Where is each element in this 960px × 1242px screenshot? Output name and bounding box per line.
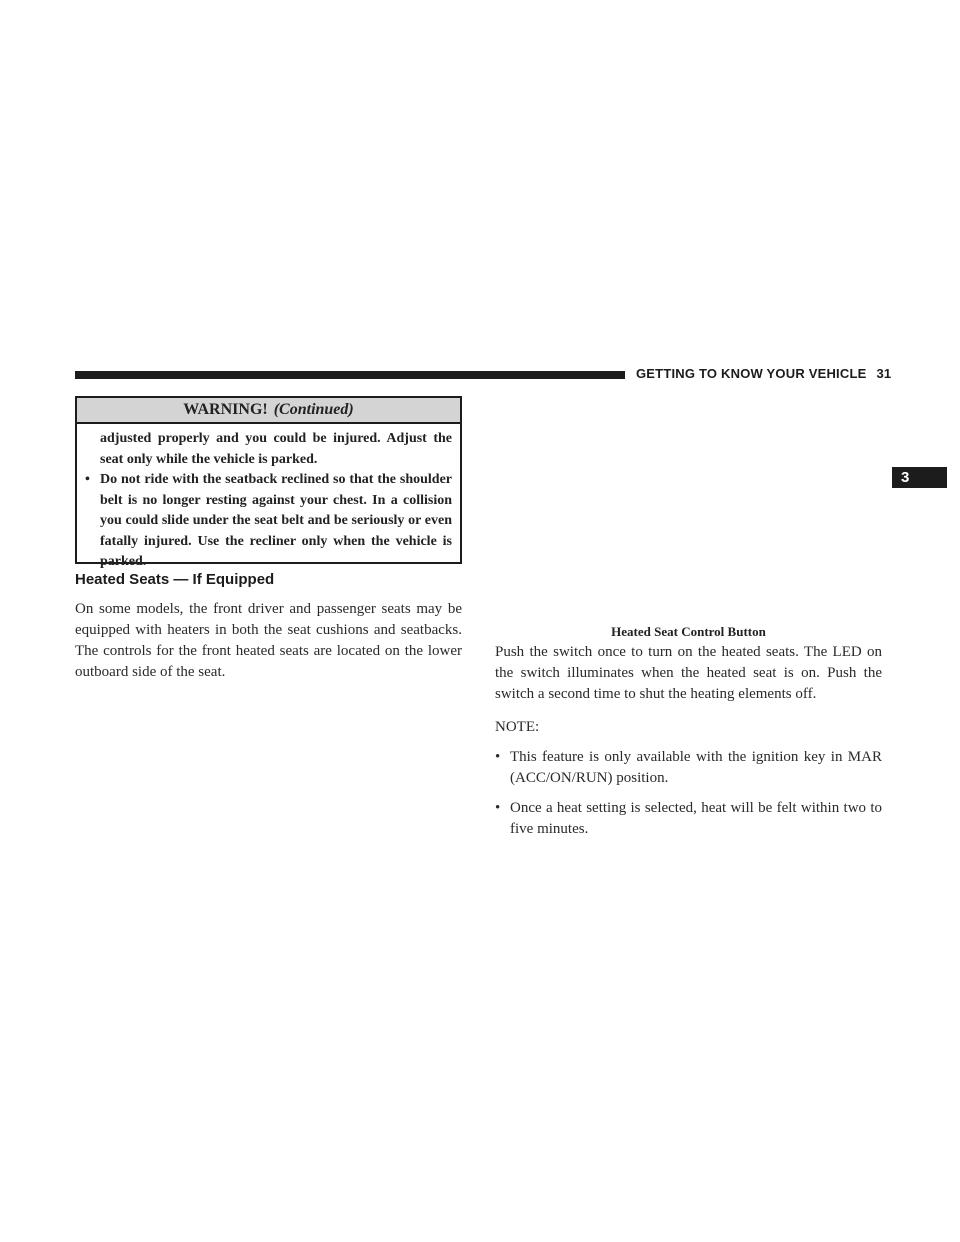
chapter-tab: 3 [892,467,947,488]
warning-continued: (Continued) [273,401,354,418]
note-item [495,747,882,789]
bullet-icon: • [85,472,90,487]
bullet-icon: • [495,800,501,816]
section-heading: Heated Seats — If Equipped [75,571,275,588]
note-text: Once a heat setting is selected, heat will be felt within two to five minutes. [510,800,882,837]
right-column [495,642,882,840]
running-header [636,366,891,381]
bullet-icon: • [495,749,501,765]
warning-box [75,396,462,569]
heated-seats-paragraph: On some models, the front driver and passenger seats may be equipped with heaters in both the seat cushions and seatbacks. The controls for the front heated seats are located on the lower outboard side of the seat. [75,601,462,680]
note-label: NOTE: [495,719,540,735]
warning-body [77,424,460,573]
note-item [495,798,882,840]
warning-label: WARNING! [183,401,268,418]
warning-bullet-text: Do not ride with the seatback reclined so that the shoulder belt is no longer resting against your chest. In a collision you could slide under the seat belt and be seriously or even fatally injured. Use the recliner only when the vehicle is parked. [100,472,452,569]
note-text: This feature is only available with the ignition key in MAR (ACC/ON/RUN) position. [510,749,882,786]
warning-bullet-item [85,470,452,573]
warning-title [77,398,460,424]
section-title: GETTING TO KNOW YOUR VEHICLE [636,366,867,381]
page-number: 31 [876,366,892,381]
figure-caption: Heated Seat Control Button [611,624,766,639]
header-rule [75,371,625,379]
instruction-paragraph: Push the switch once to turn on the heated seats. The LED on the switch illuminates when the heated seat is on. Push the switch a second time to shut the heating elements off. [495,644,882,702]
warning-continued-text: adjusted properly and you could be injured. Adjust the seat only while the vehicle is parked. [100,431,452,467]
